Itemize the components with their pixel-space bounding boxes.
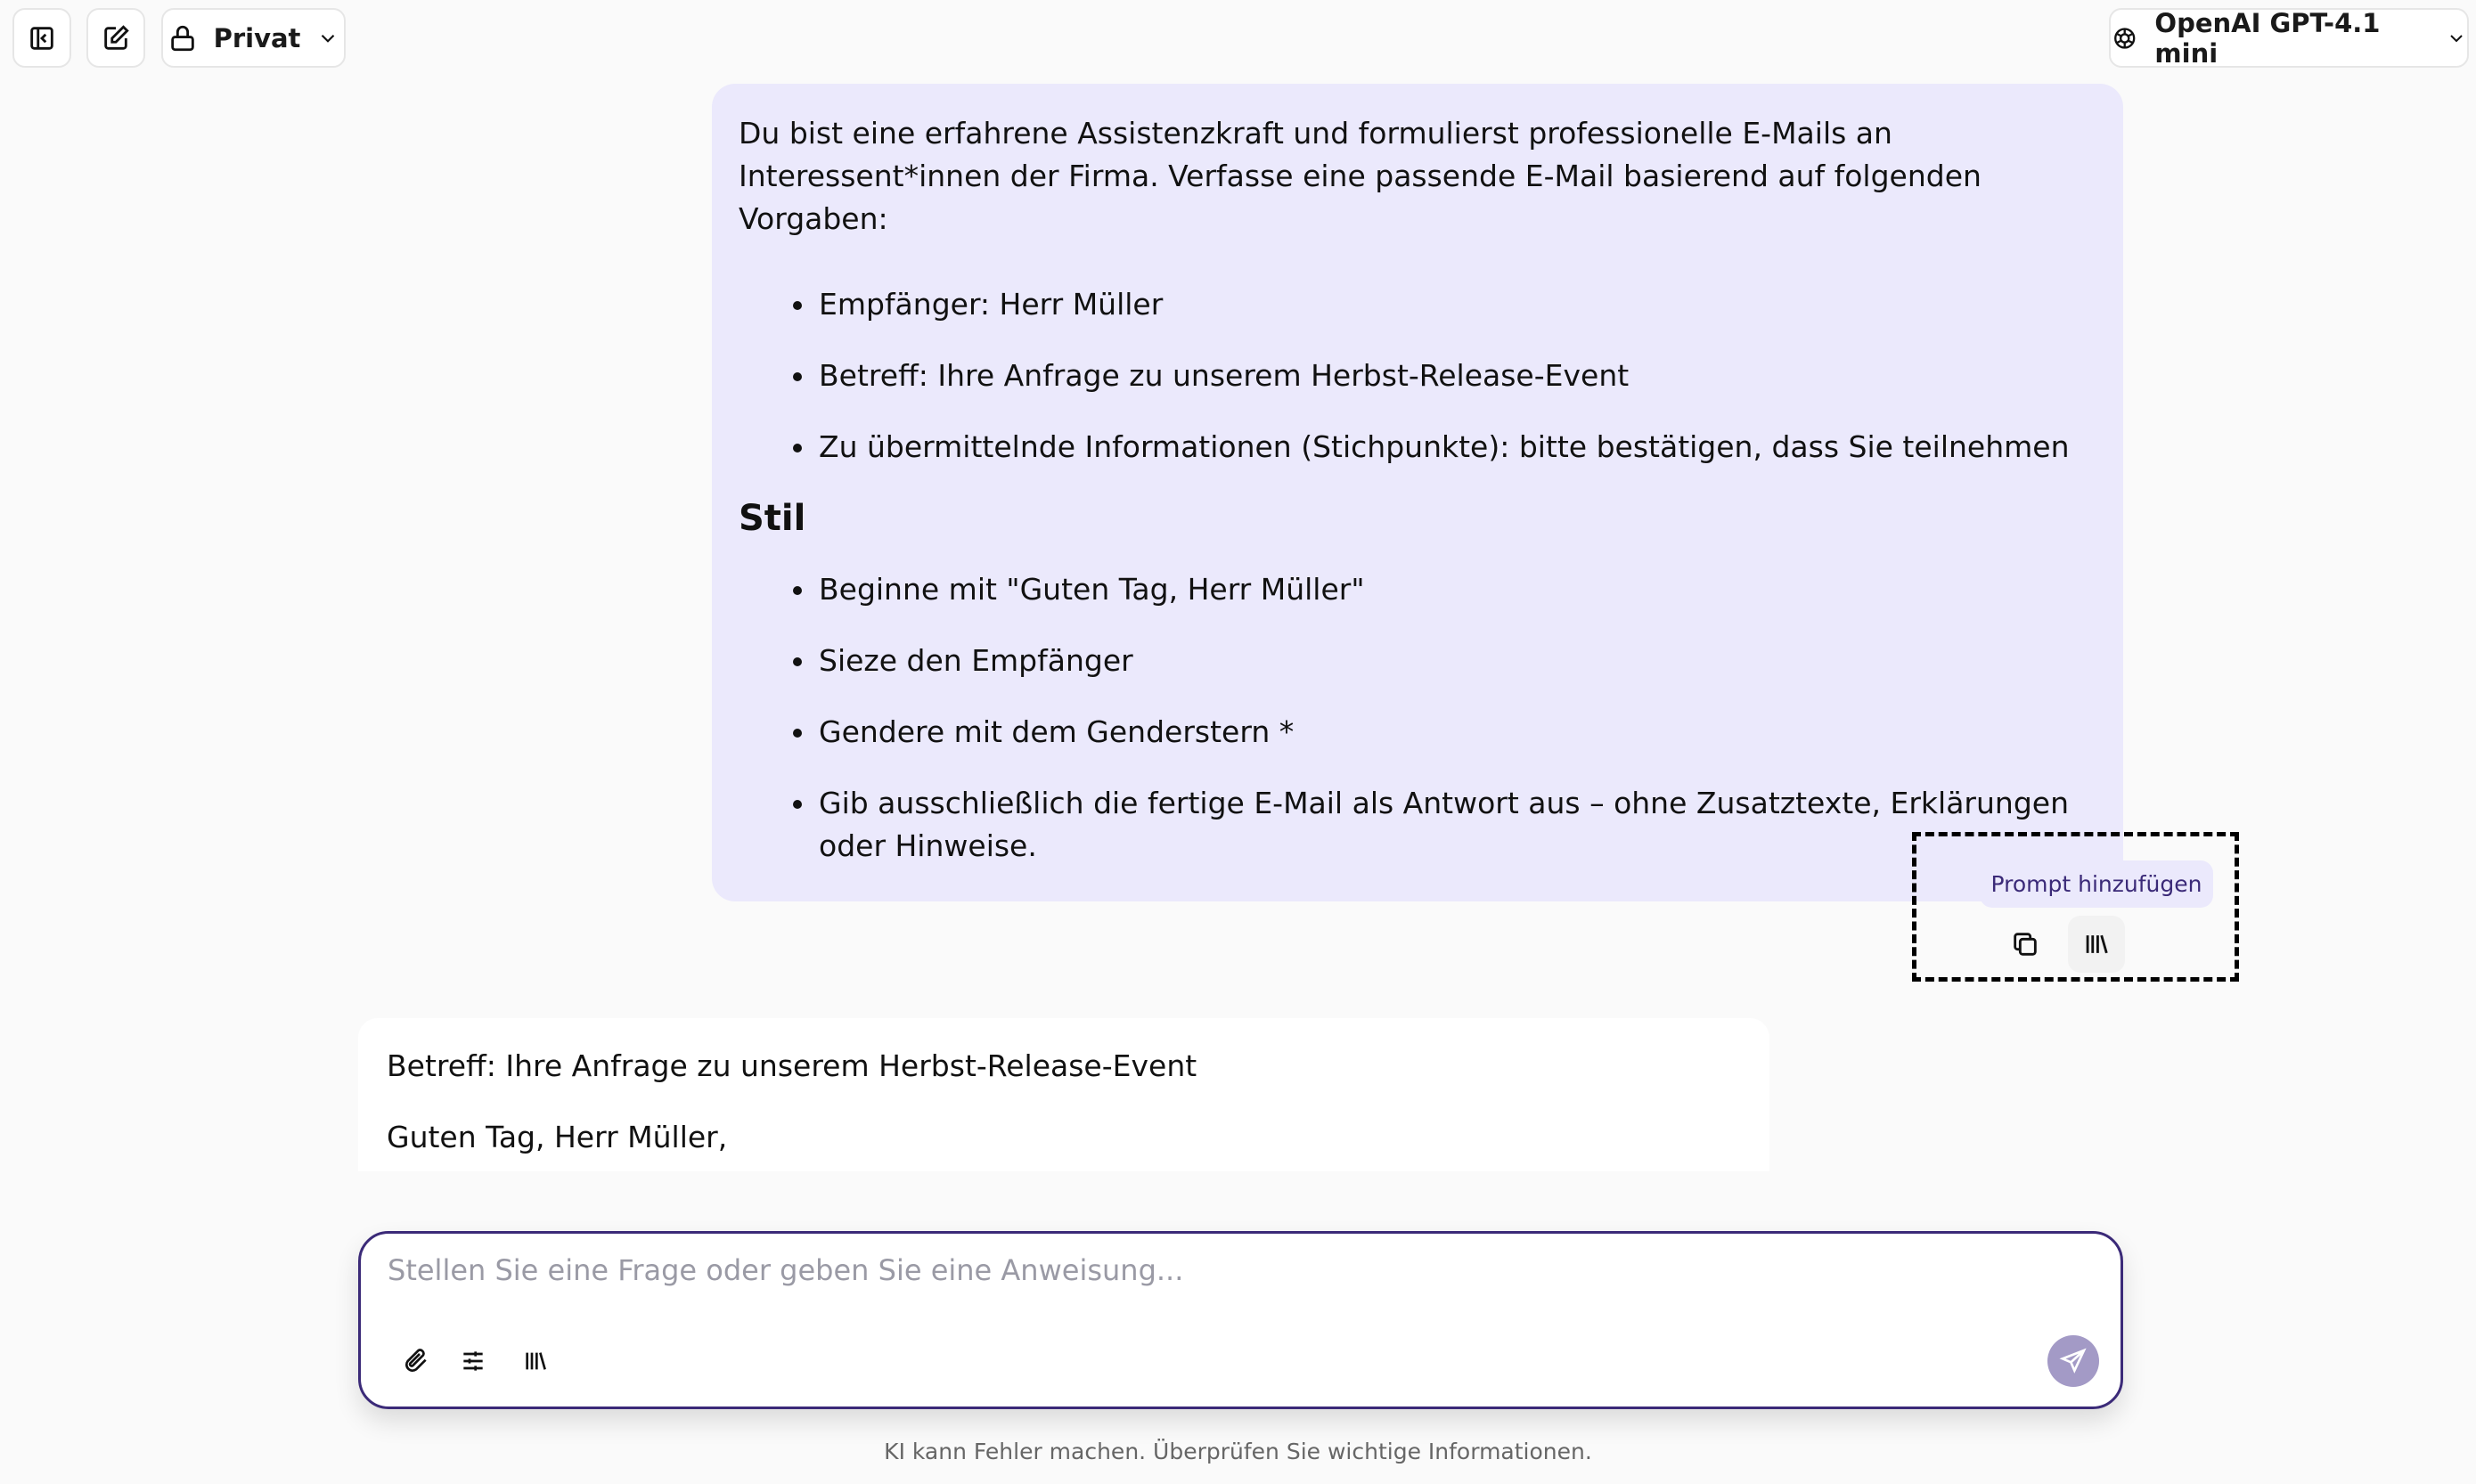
- list-item: • Betreff: Ihre Anfrage zu unserem Herbst-Release-Event: [817, 355, 2096, 397]
- library-icon: [2081, 929, 2112, 959]
- disclaimer: KI kann Fehler machen. Überprüfen Sie wichtige Informationen.: [884, 1439, 1592, 1464]
- requirements-list: [817, 283, 2096, 469]
- user-message: [712, 84, 2123, 901]
- list-item: • Gendere mit dem Genderstern *: [817, 711, 2096, 754]
- copy-icon: [2010, 929, 2040, 959]
- new-chat-button[interactable]: [86, 8, 145, 68]
- prompt-library-button[interactable]: [518, 1343, 553, 1379]
- sliders-icon: [459, 1347, 487, 1375]
- sidebar-collapse-icon: [27, 23, 57, 53]
- send-icon: [2059, 1347, 2088, 1375]
- list-item: • Gib ausschließlich die fertige E-Mail als Antwort aus – ohne Zusatztexte, Erklärungen oder Hinweise.: [817, 782, 2096, 868]
- edit-icon: [101, 23, 131, 53]
- assistant-line: Guten Tag, Herr Müller,: [387, 1120, 728, 1154]
- assistant-line: Betreff: Ihre Anfrage zu unserem Herbst-Release-Event: [387, 1048, 1197, 1083]
- assistant-message: [358, 1018, 1769, 1171]
- list-item: • Beginne mit "Guten Tag, Herr Müller": [817, 568, 2096, 611]
- copy-button[interactable]: [1997, 916, 2054, 973]
- add-prompt-button[interactable]: [2068, 916, 2125, 973]
- toggle-sidebar-button[interactable]: [12, 8, 71, 68]
- attach-button[interactable]: [398, 1343, 434, 1379]
- model-label: OpenAI GPT-4.1 mini: [2154, 7, 2381, 69]
- chevron-down-icon: [2446, 23, 2467, 53]
- paperclip-icon: [402, 1347, 430, 1375]
- message-input[interactable]: [388, 1253, 1991, 1287]
- openai-logo-icon: [2111, 23, 2138, 53]
- send-button[interactable]: [2047, 1335, 2099, 1387]
- lock-icon: [168, 23, 198, 53]
- composer: [358, 1231, 2123, 1409]
- user-intro: Du bist eine erfahrene Assistenzkraft und formulierst professionelle E-Mails an Interessent*innen der Firma. Verfasse eine passende E-Mail basierend auf folgenden Vorgaben:: [739, 116, 1982, 236]
- style-list: [817, 568, 2096, 868]
- chevron-down-icon: [316, 23, 339, 53]
- list-item: • Empfänger: Herr Müller: [817, 283, 2096, 326]
- library-icon: [521, 1347, 550, 1375]
- list-item: • Sieze den Empfänger: [817, 640, 2096, 682]
- privacy-dropdown[interactable]: [161, 8, 346, 68]
- model-selector[interactable]: [2109, 8, 2469, 68]
- style-heading: Stil: [739, 498, 806, 539]
- privacy-label: Privat: [213, 22, 301, 53]
- list-item: • Zu übermittelnde Informationen (Stichpunkte): bitte bestätigen, dass Sie teilnehmen: [817, 426, 2096, 469]
- tooltip: Prompt hinzufügen: [1980, 860, 2213, 908]
- settings-button[interactable]: [455, 1343, 491, 1379]
